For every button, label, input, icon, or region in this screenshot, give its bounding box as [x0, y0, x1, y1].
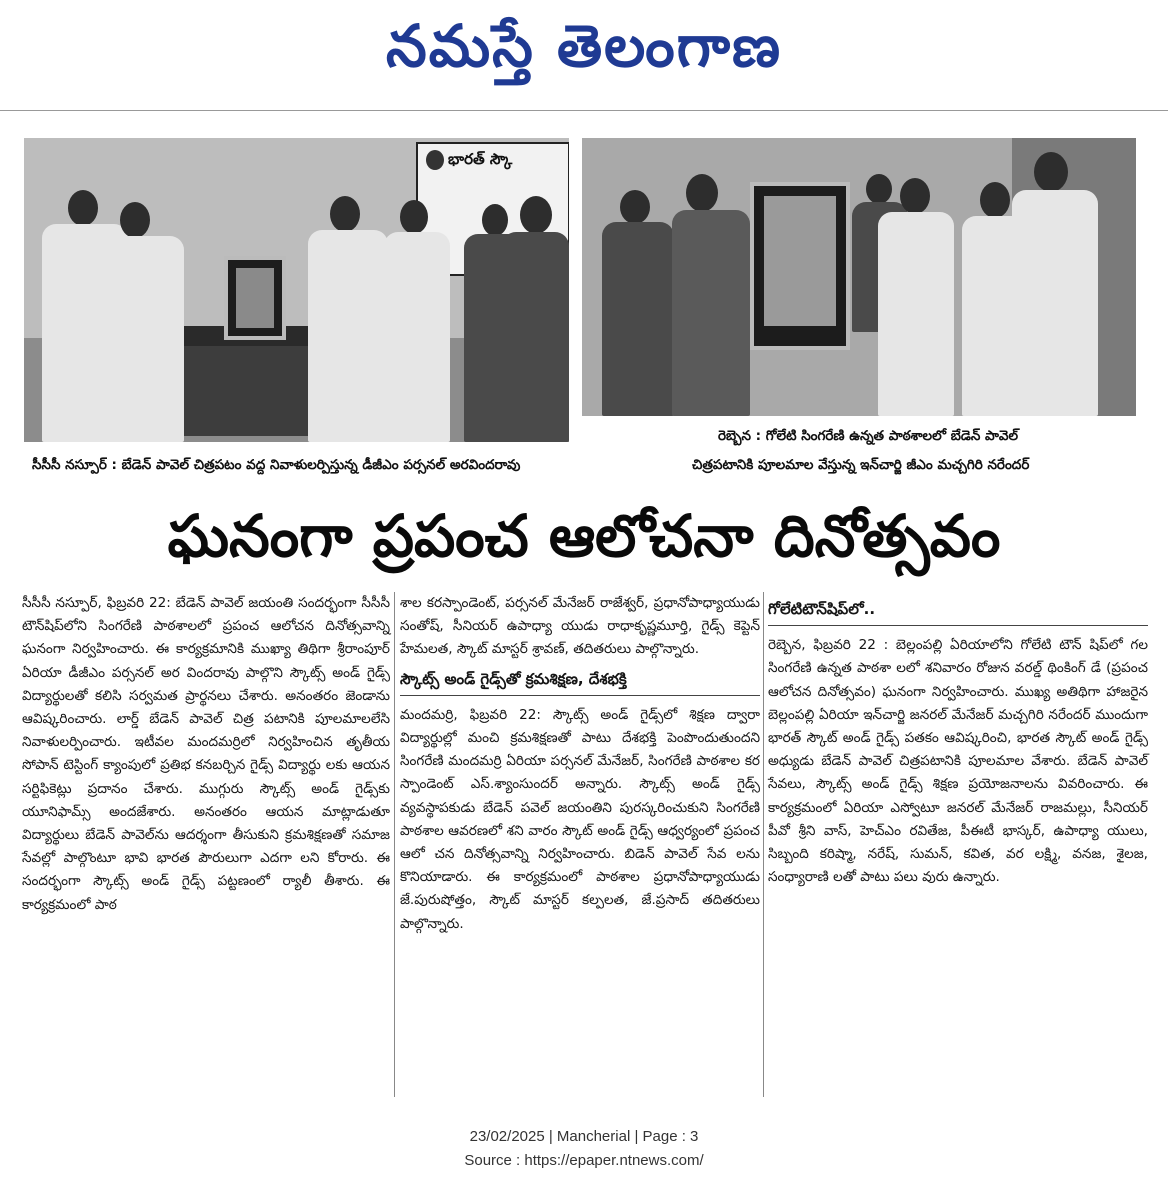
- photo-left: [24, 138, 569, 442]
- masthead: [0, 0, 1168, 96]
- photo-right: [582, 138, 1136, 416]
- person-head: [120, 202, 150, 238]
- column-2-intro: శాల కరస్పాండెంట్, పర్సనల్ మేనేజర్ రాజేశ్వర్, ప్రధానోపాధ్యాయుడు సంతోష్, సీనియర్ ఉపాధ్యా యుడు రాధాకృష్ణమూర్తి, గైడ్స్ కెప్టెన్ హేమలత, స్కౌట్ మాస్టర్ శ్రావణ్, తదితరులు పాల్గొన్నారు.: [400, 595, 760, 658]
- person-body: [1012, 190, 1098, 416]
- person-head: [1034, 152, 1068, 192]
- person-head: [900, 178, 930, 214]
- person-body: [672, 210, 750, 416]
- person-body: [502, 232, 569, 442]
- masthead-divider: [0, 110, 1168, 111]
- article-headline: ఘనంగా ప్రపంచ ఆలోచనా దినోత్సవం: [167, 502, 1001, 570]
- newspaper-logo: నమస్తే తెలంగాణ: [386, 12, 782, 80]
- photo-right-caption-line2: చిత్రపటానికి పూలమాల వేస్తున్న ఇన్‌చార్జి జీఎం మచ్చగిరి నరేందర్: [692, 457, 1030, 473]
- scout-emblem-icon: [426, 150, 444, 170]
- person-body: [602, 222, 674, 416]
- scout-banner-text: భారత్ స్కౌ: [448, 150, 513, 168]
- photo-left-caption: సీసీసీ నస్పూర్ : బేడెన్ పావెల్ చిత్రపటం వద్ద నివాళులర్పిస్తున్న డీజీఎం పర్సనల్ అరవిందరావు: [32, 457, 521, 473]
- column-divider: [394, 592, 395, 1097]
- person-head: [620, 190, 650, 224]
- portrait-frame: [750, 182, 850, 350]
- person-head: [980, 182, 1010, 218]
- article-column-2: [400, 592, 760, 936]
- footer-source: Source : https://epaper.ntnews.com/: [464, 1152, 704, 1169]
- article-column-3: [768, 592, 1148, 889]
- person-head: [400, 200, 428, 234]
- person-head: [68, 190, 98, 226]
- column-3-subheading: గోలేటిటౌన్‌షిప్‌లో..: [768, 596, 1148, 626]
- person-head: [482, 204, 508, 236]
- portrait-image: [236, 268, 274, 328]
- portrait-image: [764, 196, 836, 326]
- person-body: [308, 230, 388, 442]
- article-column-1: [22, 592, 390, 917]
- column-1-body: సీసీసీ నస్పూర్, ఫిబ్రవరి 22: బేడెన్ పావెల్ జయంతి సందర్భంగా సీసీసీ టౌన్‌షిప్‌లోని సింగరేణి పాఠశాలలో ప్రపంచ ఆలోచన దినోత్సవాన్ని ఘనంగా నిర్వహించారు. ఈ కార్యక్రమానికి ముఖ్యా తిథిగా శ్రీరాంపూర్ ఏరియా డీజీఎం పర్సనల్ అర విందరావు పాల్గొని స్కౌట్స్ అండ్ గైడ్స్ విద్యార్థులతో కలిసి సర్వమత ప్రార్థనలు చేశారు. అనంతరం జెండాను ఆవిష్కరించారు. లార్డ్ బేడెన్ పావెల్ చిత్ర పటానికి పూలమాలలేసి నివాళులర్పించారు. ఇటీవల మందమర్రిలో నిర్వహించిన తృతీయ సోపాన్ టెస్టింగ్ క్యాంపులో ప్రతిభ కనబర్చిన గైడ్స్ విద్యార్థు లకు ఆయన సర్టిఫికెట్లు ప్రదానం చేశారు. ముగ్గురు స్కౌట్స్ అండ్ గైడ్స్‌కు యూనిఫామ్స్ అందజేశారు. అనంతరం ఆయన మాట్లాడుతూ విద్యార్థులు బేడెన్ పావెల్‌ను ఆదర్శంగా తీసుకుని క్రమశిక్షణతో సమాజ సేవల్లో పాల్గొంటూ భావి భారత పౌరులుగా ఎదగా లని కోరారు. ఈ సందర్భంగా స్కౌట్స్ అండ్ గైడ్స్ పట్టణంలో ర్యాలీ తీశారు. ఈ కార్యక్రమంలో పాఠ: [22, 595, 390, 913]
- column-3-body: రెబ్బెన, ఫిబ్రవరి 22 : బెల్లంపల్లి ఏరియాలోని గోలేటి టౌన్ షిప్‌లో గల సింగరేణి ఉన్నత పాఠశా లలో శనివారం రోజున వరల్డ్ థింకింగ్ డే (ప్రపంచ ఆలోచన దినోత్సవం) ఘనంగా నిర్వహించారు. ముఖ్య అతిథిగా హాజరైన బెల్లంపల్లి ఏరియా ఇన్‌చార్జి జనరల్ మేనేజర్ మచ్చగిరి నరేందర్ ముందుగా భారత్ స్కౌట్ అండ్ గైడ్స్ పతకం ఆవిష్కరించి, భారత స్కౌట్ అండ్ గైడ్స్ అధ్యుడు బేడెన్ పావెల్ చిత్రపటానికి పూలమాల వేశారు. బేడెన్ పావెల్ సేవలు, స్కౌట్స్ అండ్ గైడ్స్ శిక్షణ ప్రయోజనాలను వివరించారు. ఈ కార్యక్రమంలో ఏరియా ఎస్వోటూ జనరల్ మేనేజర్ రాజమల్లు, సీనియర్ పీవో శ్రీని వాస్, హెచ్ఎం రవితేజ, పీఈటీ భాస్కర్, ఉపాధ్యా యులు, సిబ్బంది కరిష్మా, నరేష్, సుమన్, కవిత, వర లక్ష్మి, వనజ, శైలజ, సంధ్యారాణి లతో పాటు పలు వురు ఉన్నారు.: [768, 637, 1148, 886]
- column-2-body: మందమర్రి, ఫిబ్రవరి 22: స్కౌట్స్ అండ్ గైడ్స్‌లో శిక్షణ ద్వారా విద్యార్థుల్లో మంచి క్రమశిక్షణతో పాటు దేశభక్తి పెంపొందుతుందని సింగరేణి మందమర్రి ఏరియా పర్సనల్ మేనేజర్, సింగరేణి పాఠశాల కర స్పాండెంట్ ఎస్.శ్యాంసుందర్ అన్నారు. స్కౌట్స్ అండ్ గైడ్స్ వ్యవస్థాపకుడు బేడెన్ పవెల్ జయంతిని పురస్కరించుకుని సింగరేణి పాఠశాల ఆవరణలో శని వారం స్కౌట్ అండ్ గైడ్స్ ఆధ్వర్యంలో ప్రపంచ ఆలో చన దినోత్సవాన్ని నిర్వహించారు. బిడెన్ పావెల్ సేవ లను కొనియాడారు. ఈ కార్యక్రమంలో పాఠశాల ప్రధానోపాధ్యాయుడు జే.పురుషోత్తం, స్కౌట్ మాస్టర్ కల్పలత, జే.ప్రసాద్ తదితరులు పాల్గొన్నారు.: [400, 706, 760, 932]
- footer-date-edition: 23/02/2025 | Mancherial | Page : 3: [469, 1128, 699, 1145]
- person-head: [866, 174, 892, 204]
- person-head: [330, 196, 360, 232]
- person-body: [100, 236, 184, 442]
- person-head: [686, 174, 718, 212]
- column-2-subheading: స్కౌట్స్ అండ్ గైడ్స్‌తో క్రమశిక్షణ, దేశభక్తి: [400, 666, 760, 696]
- portrait-frame: [224, 256, 286, 340]
- person-body: [384, 232, 450, 442]
- person-head: [520, 196, 552, 234]
- person-body: [878, 212, 954, 416]
- column-divider: [763, 592, 764, 1097]
- photo-right-caption-line1: రెబ్బెన : గోలేటి సింగరేణి ఉన్నత పాఠశాలలో బేడెన్ పావెల్: [718, 428, 1019, 444]
